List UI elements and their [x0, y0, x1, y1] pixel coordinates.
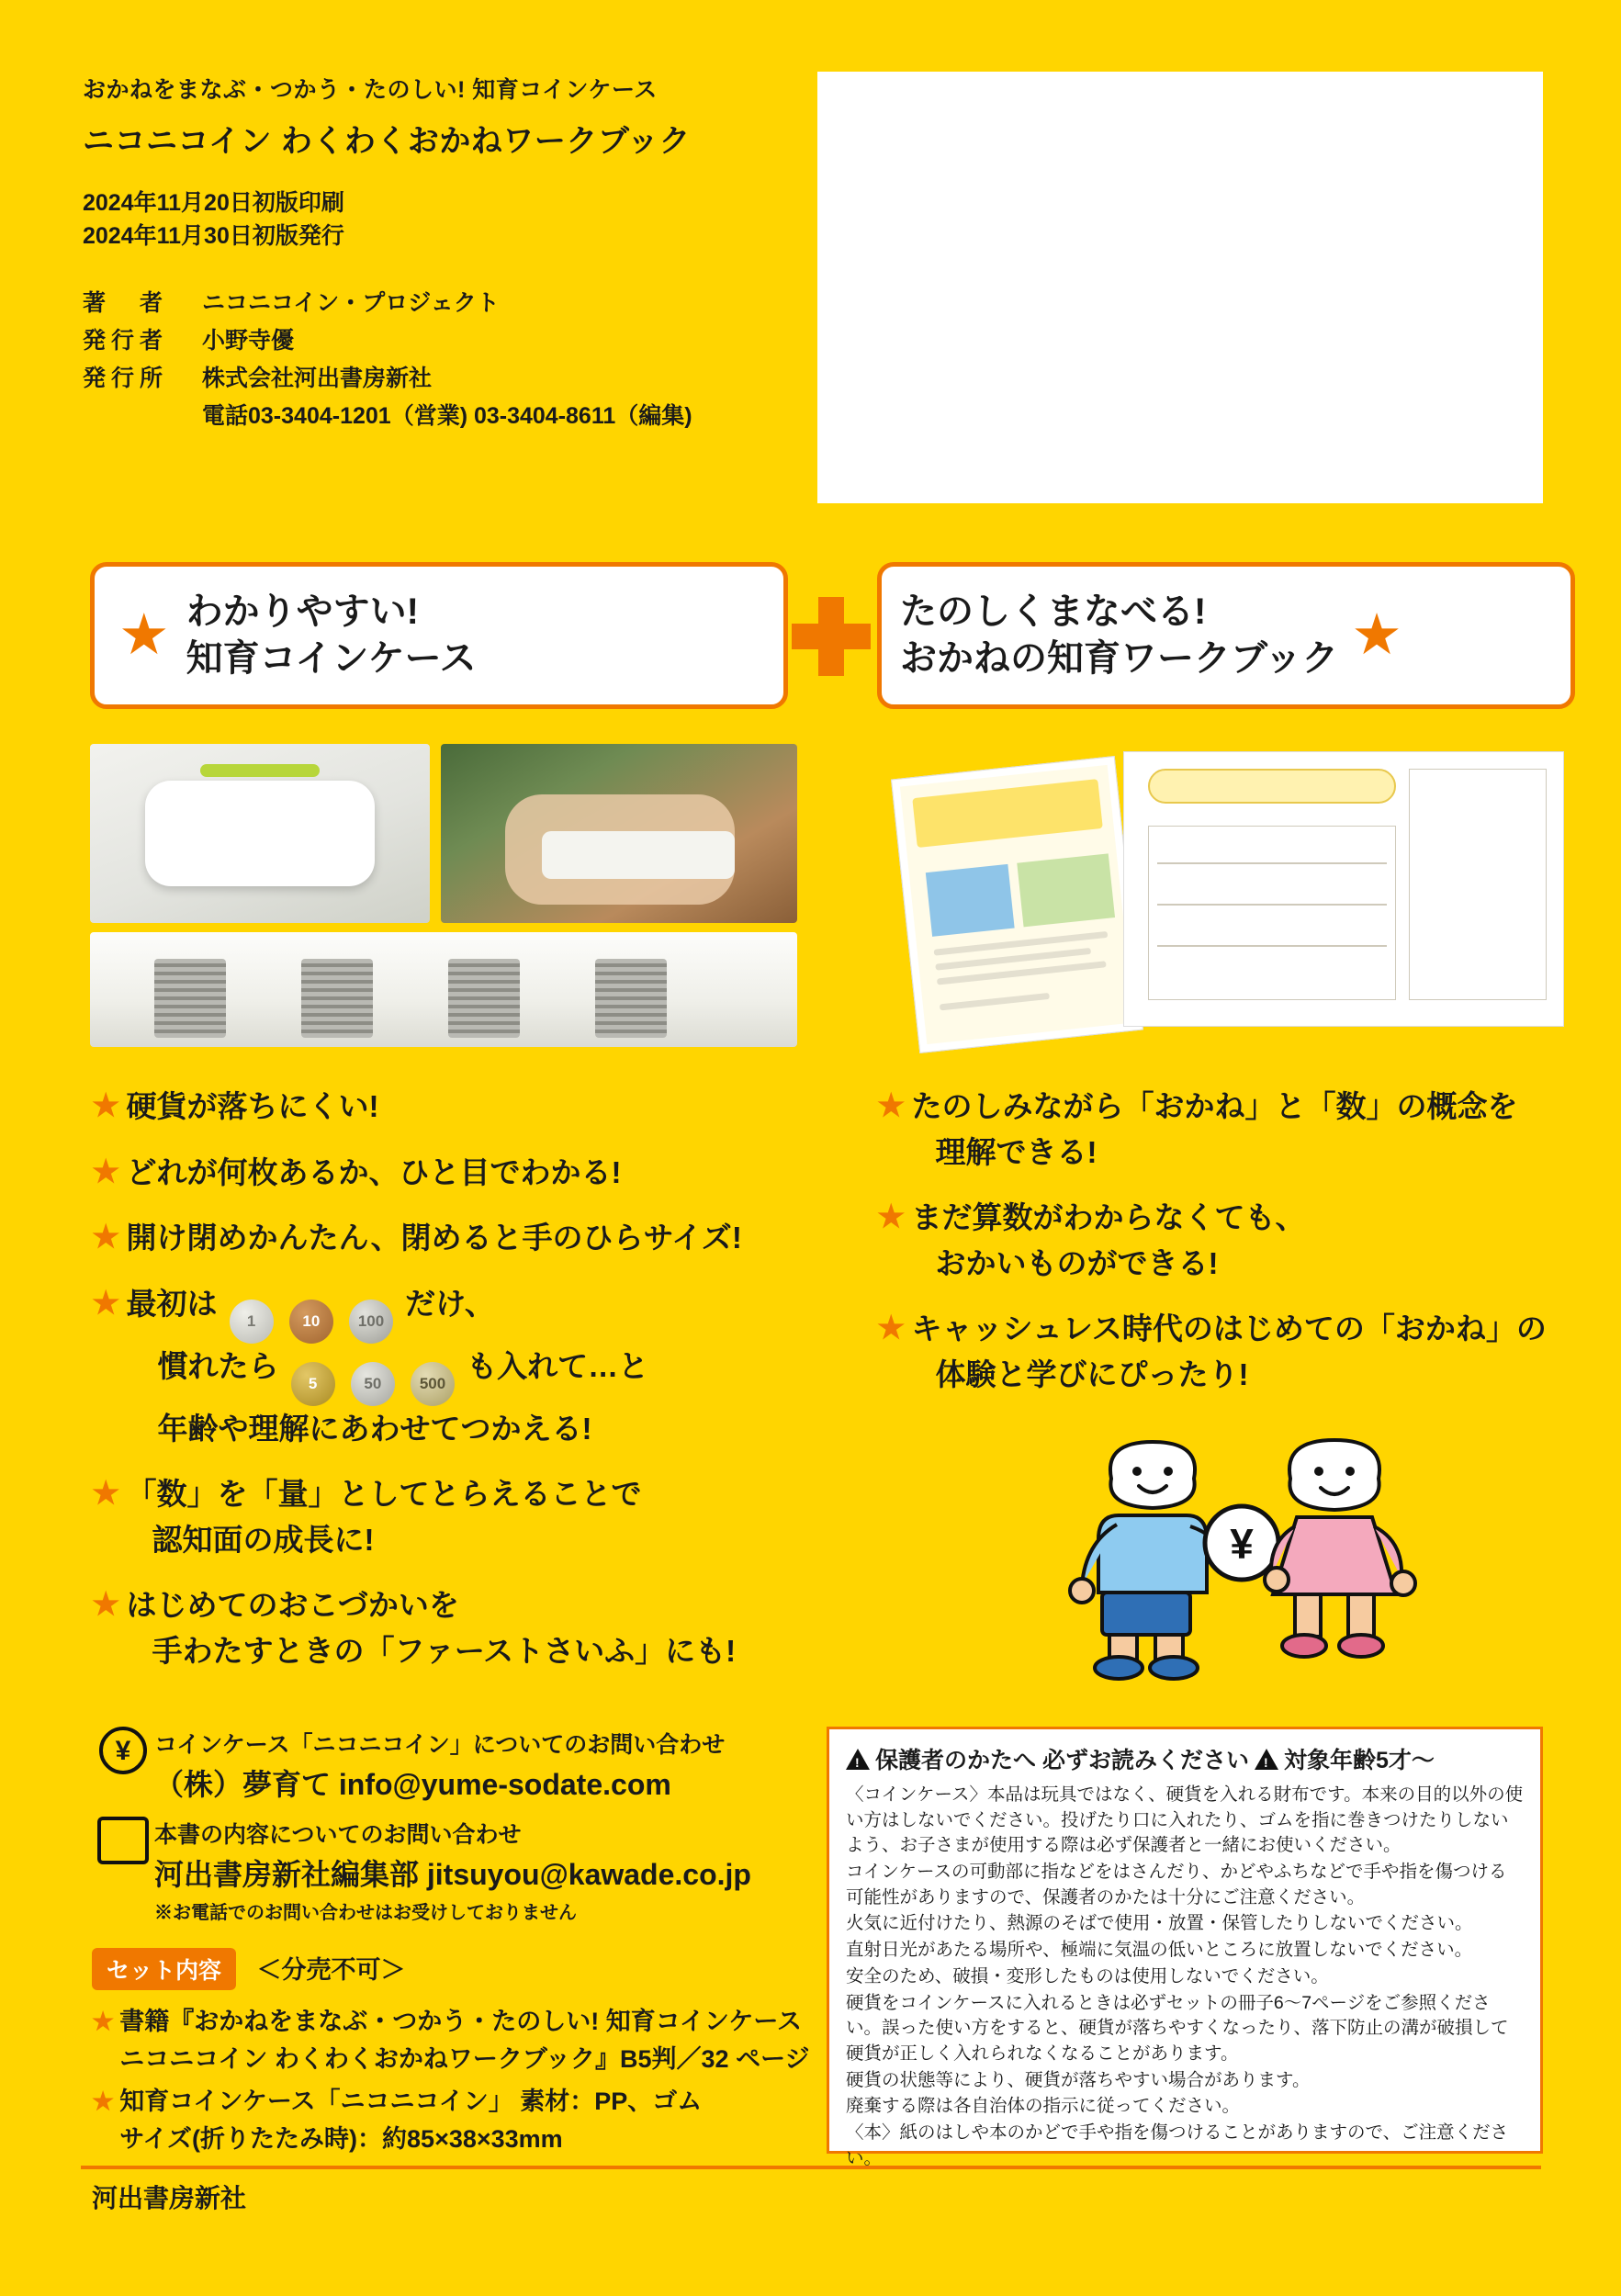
star-icon: ★: [877, 1199, 906, 1234]
photo-coincase-closed: [90, 744, 430, 923]
plus-icon: [792, 597, 871, 676]
feature-line: 「数」を「量」としてとらえることで: [126, 1477, 642, 1511]
feature-line: まだ算数がわからなくても、: [911, 1200, 1306, 1234]
coin-5yen: 5: [291, 1362, 335, 1406]
warning-heading-left: 保護者のかたへ 必ずお読みください: [875, 1748, 1249, 1773]
set-item-text: [119, 2083, 702, 2157]
cover-image-placeholder: [817, 72, 1543, 503]
star-icon: ★: [92, 2008, 115, 2035]
svg-text:¥: ¥: [1230, 1520, 1254, 1568]
workbook-spread-grid: [1409, 769, 1547, 1000]
coin-stack: [448, 959, 520, 1038]
warning-paragraph: 直射日光があたる場所や、極端に気温の低いところに放置しないでください。: [846, 1940, 1473, 1961]
warning-heading-right: 対象年齢5才～: [1283, 1748, 1435, 1773]
set-item: [92, 2003, 817, 2077]
feature-item-text: [911, 1306, 1546, 1397]
feature-line: たのしみながら「おかね」と「数」の概念を: [911, 1089, 1518, 1123]
star-icon: ★: [877, 1088, 906, 1123]
contact-coincase: [92, 1727, 817, 1804]
workbook-spread-heading: [1148, 769, 1396, 804]
credit-publisher: [83, 322, 808, 360]
kids-illustration-svg: [1001, 1414, 1479, 1681]
set-item-line: ニコニコイン わくわくおかねワークブック』B5判／32 ページ: [119, 2044, 810, 2073]
feature-line: はじめてのおこづかいを: [126, 1588, 459, 1622]
feature-item-text: 硬貨が落ちにくい!: [126, 1089, 379, 1123]
warning-icon: !: [1255, 1749, 1278, 1770]
star-icon: ★: [92, 1154, 120, 1189]
credit-company: [83, 360, 808, 398]
workbook-cover-line: [940, 993, 1050, 1011]
book-title: ニコニコイン わくわくおかねワークブック: [83, 124, 692, 159]
print-date: 2024年11月20日初版印刷: [83, 190, 344, 216]
warning-paragraph: 硬貨をコインケースに入れるときは必ずセットの冊子6～7ページをご参照ください。誤った使い方をすると、硬貨が落ちやすくなったり、落下防止の溝が破損して硬貨が正しく入れられなくなることがあります。: [846, 1992, 1509, 2064]
feature-item-text: どれが何枚あるか、ひと目でわかる!: [126, 1154, 622, 1189]
yen-icon: [92, 1727, 154, 1774]
publication-dates: [83, 186, 808, 253]
warning-paragraph: 〈本〉紙のはしや本のかどで手や指を傷つけることがありますので、ご注意ください。: [846, 2122, 1509, 2168]
star-icon: ★: [92, 1285, 120, 1321]
warning-paragraph: 火気に近付けたり、熱源のそばで使用・放置・保管したりしないでください。: [846, 1913, 1473, 1934]
feature-banner-coincase-text: [186, 589, 477, 682]
yen-coin-icon: [1205, 1506, 1278, 1580]
coin-line-3: 年齢や理解にあわせてつかえる!: [157, 1411, 592, 1446]
star-icon: ★: [92, 1220, 120, 1255]
coin-line-2: [126, 1344, 648, 1406]
product-photos-coincase: [90, 744, 797, 1047]
footer-publisher: 河出書房新社: [92, 2184, 247, 2212]
credit-publisher-value: 小野寺優: [202, 327, 295, 354]
credit-company-label: 発行所: [83, 366, 169, 391]
banner-left-line1: わかりやすい!: [186, 591, 419, 632]
star-icon: ★: [1351, 603, 1402, 667]
contact-book-label: 本書の内容についてのお問い合わせ: [154, 1822, 522, 1848]
product-photos-workbook: [877, 744, 1584, 1047]
credit-publisher-label: 発行者: [83, 327, 169, 354]
coin-stack: [301, 959, 373, 1038]
feature-item: [877, 1306, 1603, 1397]
star-icon: ★: [92, 1587, 120, 1622]
coin-500yen: 500: [411, 1362, 455, 1406]
warning-paragraph: 廃棄する際は各自治体の指示に従ってください。: [846, 2096, 1241, 2117]
feature-item: [92, 1084, 817, 1130]
coin-1yen: 1: [230, 1300, 274, 1344]
contact-book: [92, 1817, 817, 1894]
colophon-block: [83, 72, 808, 436]
warning-paragraph: 〈コインケース〉本品は玩具ではなく、硬貨を入れる財布です。本来の目的以外の使い方はしないでください。投げたり口に入れたり、ゴムを指に巻きつけたりしないよう、お子さまが使用する際は必ず保護者と一緒にお使いください。: [846, 1784, 1524, 1856]
kids-illustration: [1001, 1414, 1479, 1681]
contact-coincase-label: コインケース「ニコニコイン」についてのお問い合わせ: [154, 1732, 726, 1758]
feature-item: [92, 1471, 817, 1562]
book-icon: [92, 1817, 154, 1862]
coin-stack: [154, 959, 226, 1038]
photo-workbook-spread: [1123, 751, 1564, 1027]
star-icon: ★: [92, 1476, 120, 1511]
contact-coincase-text: [154, 1727, 725, 1804]
publish-date: 2024年11月30日初版発行: [83, 223, 344, 250]
star-icon: ★: [877, 1311, 906, 1345]
contact-book-text: [154, 1817, 751, 1894]
feature-banner-coincase: [90, 562, 788, 709]
feature-banner-workbook-text: [900, 589, 1338, 682]
feature-banner-workbook: [877, 562, 1575, 709]
feature-item: [877, 1084, 1603, 1175]
girl-figure: [1265, 1440, 1415, 1657]
contact-book-value[interactable]: 河出書房新社編集部 jitsuyou@kawade.co.jp: [154, 1858, 751, 1891]
coincase-shape: [145, 781, 375, 886]
workbook-cover-band: [912, 779, 1103, 848]
feature-item-text: [126, 1582, 736, 1673]
coin-line-1-prefix: 最初は: [126, 1286, 218, 1321]
credit-phone: 電話03-3404-1201（営業) 03-3404-8611（編集): [202, 403, 692, 430]
set-item: [92, 2083, 817, 2157]
banner-right-line1: たのしくまなべる!: [900, 591, 1207, 632]
feature-line: 理解できる!: [935, 1134, 1098, 1169]
coin-line-1-suffix: だけ、: [405, 1286, 495, 1321]
coincase-tray-shape: [542, 831, 735, 879]
warning-paragraph: 安全のため、破損・変形したものは使用しないでください。: [846, 1965, 1329, 1986]
feature-item-coins-text: [126, 1281, 648, 1452]
coin-line-2-prefix: 慣れたら: [157, 1348, 279, 1383]
coincase-strap: [200, 764, 320, 777]
set-item-text: [119, 2003, 809, 2077]
contact-coincase-value[interactable]: （株）夢育て info@yume-sodate.com: [154, 1768, 671, 1801]
banner-left-line2: 知育コインケース: [186, 638, 477, 679]
workbook-cover-photo-a: [926, 864, 1015, 937]
warning-box: [827, 1727, 1543, 2168]
feature-line: 手わたすときの「ファーストさいふ」にも!: [152, 1633, 737, 1668]
workbook-cover-inner: [900, 765, 1134, 1044]
feature-item-text: [126, 1471, 641, 1562]
coin-stack: [595, 959, 667, 1038]
set-contents-header: [92, 1948, 817, 1990]
photo-workbook-cover: [891, 756, 1143, 1053]
credit-author: [83, 285, 808, 322]
star-icon: ★: [92, 1088, 120, 1123]
yen-symbol: ¥: [99, 1727, 147, 1774]
feature-line: 体験と学びにぴったり!: [935, 1356, 1249, 1391]
credits: [83, 285, 808, 436]
credit-author-label: 著 者: [83, 289, 169, 316]
contact-note: ※お電話でのお問い合わせはお受けしておりません: [154, 1903, 577, 1923]
set-contents-badge: セット内容: [92, 1948, 236, 1990]
banner-right-line2: おかねの知育ワークブック: [900, 638, 1339, 679]
coin-100yen: 100: [349, 1300, 393, 1344]
credit-company-value: 株式会社河出書房新社: [202, 366, 433, 391]
feature-item-text: [911, 1084, 1517, 1175]
feature-item-text: 開け閉めかんたん、閉めると手のひらサイズ!: [126, 1221, 742, 1255]
warning-heading: [846, 1742, 1524, 1775]
set-contents-nosep: ＜分売不可＞: [256, 1956, 406, 1984]
set-contents-list: [92, 2003, 817, 2157]
feature-line: キャッシュレス時代のはじめての「おかね」の: [911, 1311, 1547, 1345]
feature-line: おかいものができる!: [935, 1245, 1219, 1280]
feature-line: 認知面の成長に!: [152, 1522, 375, 1557]
set-item-line: 書籍『おかねをまなぶ・つかう・たのしい! 知育コインケース: [119, 2008, 803, 2035]
coin-line-1: [126, 1281, 648, 1344]
warning-body: [846, 1783, 1524, 2171]
star-icon: ★: [92, 2088, 115, 2115]
credit-author-value: ニコニコイン・プロジェクト: [202, 289, 500, 316]
feature-item: [877, 1195, 1603, 1286]
workbook-cover-photo-b: [1017, 853, 1115, 927]
contact-block: [92, 1727, 817, 2163]
star-icon: ★: [118, 603, 170, 667]
features-list-coincase: [92, 1084, 817, 1694]
set-item-line: サイズ(折りたたみ時)：約85×38×33mm: [119, 2124, 563, 2153]
workbook-spread-rule: [1157, 862, 1387, 864]
workbook-spread-grid: [1148, 826, 1396, 1000]
coin-10yen: 10: [289, 1300, 333, 1344]
feature-item-text: [911, 1195, 1305, 1286]
set-item-line: 知育コインケース「ニコニコイン」 素材：PP、ゴム: [119, 2088, 703, 2115]
book-subtitle: おかねをまなぶ・つかう・たのしい! 知育コインケース: [83, 77, 658, 103]
photo-child-hands: [441, 744, 797, 923]
warning-paragraph: 硬貨の状態等により、硬貨が落ちやすい場合があります。: [846, 2069, 1311, 2090]
features-list-workbook: [877, 1084, 1603, 1417]
feature-item: [92, 1150, 817, 1196]
feature-item-coins: [92, 1281, 817, 1452]
photo-coins-in-case: [90, 932, 797, 1047]
coin-line-2-suffix: も入れて…と: [467, 1348, 649, 1383]
warning-paragraph: コインケースの可動部に指などをはさんだり、かどやふちなどで手や指を傷つける可能性がありますので、保護者のかたは十分にご注意ください。: [846, 1862, 1507, 1908]
warning-icon: !: [846, 1749, 870, 1770]
boy-figure: [1070, 1442, 1223, 1679]
coin-50yen: 50: [351, 1362, 395, 1406]
workbook-spread-rule: [1157, 904, 1387, 906]
feature-item: [92, 1215, 817, 1261]
feature-item: [92, 1582, 817, 1673]
workbook-spread-rule: [1157, 945, 1387, 947]
